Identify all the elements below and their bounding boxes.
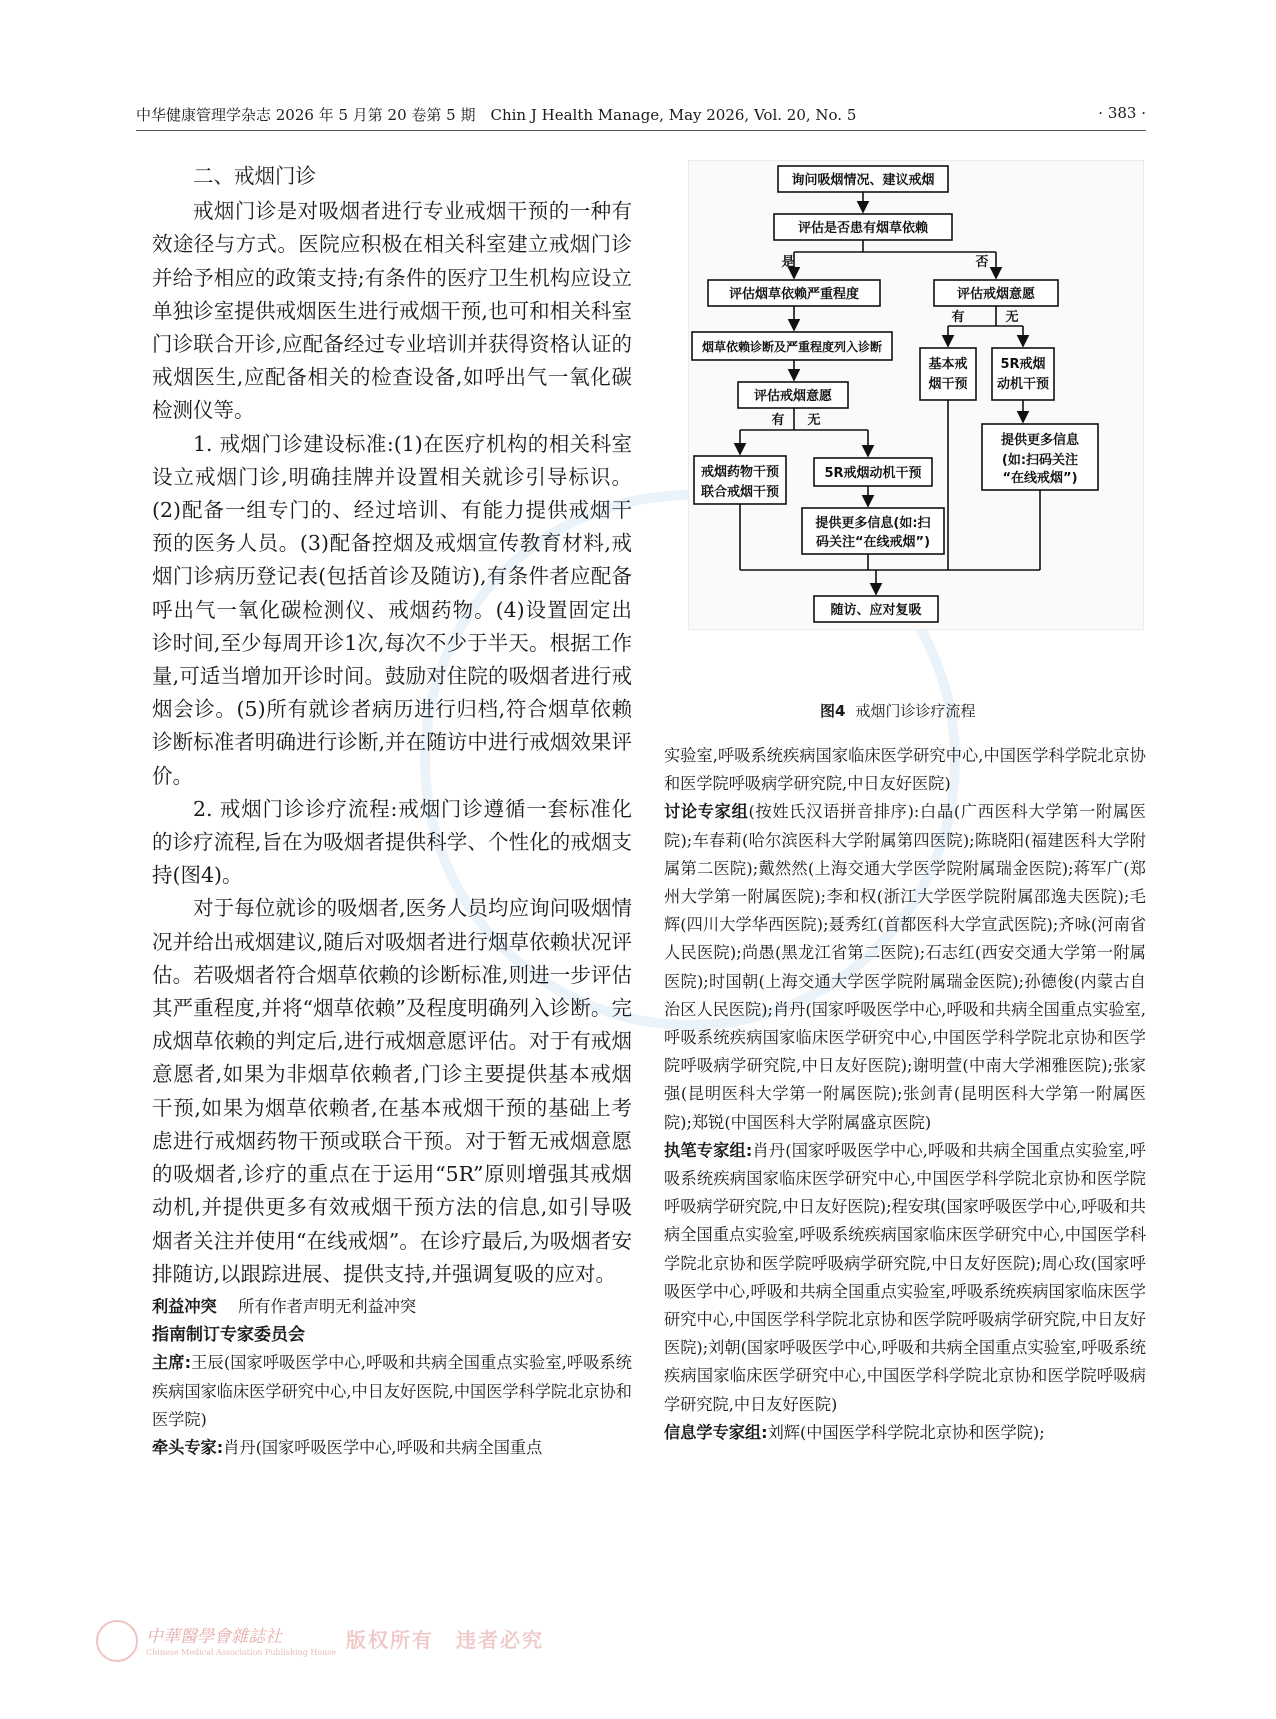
node-diag: 烟草依赖诊断及严重程度列入诊断 (701, 340, 883, 354)
node-more-left-line2: 码关注“在线戒烟”) (815, 535, 931, 550)
section-title: 二、戒烟门诊 (193, 164, 316, 188)
label-have-left: 有 (771, 413, 785, 428)
writing-text: 肖丹(国家呼吸医学中心,呼吸和共病全国重点实验室,呼吸系统疾病国家临床医学研究中心,中国医学科学院北京协和医学院呼吸病学研究院,中日友好医院);程安琪(国家呼吸医学中心,呼吸和共病全国重点实验室,呼吸系统疾病国家临床医学研究中心,中国医学科学院北京协和医学院呼吸病学研究院,中日友好医院);周心玫(国家呼吸医学中心,呼吸和共病全国重点实验室,呼吸系统疾病国家临床医学研究中心,中国医学科学院北京协和医学院呼吸病学研究院,中日友好医院);刘朝(国家呼吸医学中心,呼吸和共病全国重点实验室,呼吸系统疾病国家临床医学研究中心,中国医学科学院北京协和医学院呼吸病学研究院,中日友好医院) (664, 1140, 1146, 1414)
node-severity: 评估烟草依赖严重程度 (728, 287, 860, 302)
node-5r-right-line2: 动机干预 (996, 377, 1050, 392)
flowchart-figure (688, 160, 1144, 690)
node-basic-line1: 基本戒 (928, 357, 968, 372)
writing-group (664, 1137, 1146, 1419)
coi-label: 利益冲突 (152, 1296, 217, 1316)
discussion-label: 讨论专家组 (664, 802, 749, 822)
discussion-text: (按姓氏汉语拼音排序):白晶(广西医科大学第一附属医院);车春莉(哈尔滨医科大学附属第四医院);陈晓阳(福建医科大学附属第二医院);戴然然(上海交通大学医学院附属瑞金医院);蒋军广(郑州大学第一附属医院);李和权(浙江大学医学院附属邵逸夫医院);毛辉(四川大学华西医院);聂秀红(首都医科大学宣武医院);齐咏(河南省人民医院);尚愚(黑龙江省第二医院);石志红(西安交通大学第一附属医院);时国朝(上海交通大学医学院附属瑞金医院);孙德俊(内蒙古自治区人民医院);肖丹(国家呼吸医学中心,呼吸和共病全国重点实验室,呼吸系统疾病国家临床医学研究中心,中国医学科学院北京协和医学院呼吸病学研究院,中日友好医院);谢明萱(中南大学湘雅医院);张家强(昆明医科大学第一附属医院);张剑青(昆明医科大学第一附属医院);郑锐(中国医科大学附属盛京医院) (664, 802, 1146, 1132)
lead-entry-continued: 实验室,呼吸系统疾病国家临床医学研究中心,中国医学科学院北京协和医学院呼吸病学研究院,中日友好医院) (664, 746, 1146, 794)
chair-text: 王辰(国家呼吸医学中心,呼吸和共病全国重点实验室,呼吸系统疾病国家临床医学研究中心,中日友好医院,中国医学科学院北京协和医学院) (152, 1353, 632, 1429)
figure-caption-text: 戒烟门诊诊疗流程 (855, 702, 976, 720)
node-will-left: 评估戒烟意愿 (753, 389, 833, 404)
running-header (136, 104, 1146, 130)
node-follow: 随访、应对复吸 (830, 603, 922, 618)
left-column (152, 160, 632, 1462)
lead-label: 牵头专家: (152, 1437, 224, 1457)
node-5r-right-box (992, 348, 1054, 400)
publisher-footer (96, 1620, 696, 1670)
node-5r-left: 5R戒烟动机干预 (824, 466, 922, 481)
node-basic-box (920, 348, 976, 400)
node-drug-line1: 戒烟药物干预 (700, 465, 780, 480)
node-basic-line2: 烟干预 (928, 377, 968, 392)
figure-caption (820, 700, 975, 721)
node-more-right-line1: 提供更多信息 (1000, 433, 1080, 448)
page-number: · 383 · (1098, 104, 1146, 122)
right-column (664, 742, 1146, 1447)
flowchart-svg (688, 160, 1144, 630)
publisher-logo-icon (96, 1620, 138, 1662)
node-more-right-line2: (如:扫码关注 (1001, 453, 1079, 468)
figure-number: 图4 (820, 702, 846, 720)
node-ask: 询问吸烟情况、建议戒烟 (791, 173, 935, 188)
paragraph-clinic-process: 2. 戒烟门诊诊疗流程:戒烟门诊遵循一套标准化的诊疗流程,旨在为吸烟者提供科学、个性化的戒烟支持(图4)。 (152, 796, 632, 888)
informatics-group (664, 1419, 1146, 1447)
paragraph-clinic-procedure: 对于每位就诊的吸烟者,医务人员均应询问吸烟情况并给出戒烟建议,随后对吸烟者进行烟草依赖状况评估。若吸烟者符合烟草依赖的诊断标准,则进一步评估其严重程度,并将“烟草依赖”及程度明确列入诊断。完成烟草依赖的判定后,进行戒烟意愿评估。对于有戒烟意愿者,如果为非烟草依赖者,门诊主要提供基本戒烟干预,如果为烟草依赖者,在基本戒烟干预的基础上考虑进行戒烟药物干预或联合干预。对于暂无戒烟意愿的吸烟者,诊疗的重点在于运用“5R”原则增强其戒烟动机,并提供更多有效戒烟干预方法的信息,如引导吸烟者关注并使用“在线戒烟”。在诊疗最后,为吸烟者安排随访,以跟踪进展、提供支持,并强调复吸的应对。 (152, 896, 632, 1286)
label-have-right: 有 (951, 310, 965, 325)
copyright-notice: 版权所有 违者必究 (346, 1628, 544, 1652)
paragraph-clinic-intro: 戒烟门诊是对吸烟者进行专业戒烟干预的一种有效途径与方式。医院应积极在相关科室建立戒烟门诊并给予相应的政策支持;有条件的医疗卫生机构应设立单独诊室提供戒烟医生进行戒烟干预,也可和相关科室门诊联合开诊,应配备经过专业培训并获得资格认证的戒烟医生,应配备相关的检查设备,如呼出气一氧化碳检测仪等。 (152, 199, 632, 423)
informatics-label: 信息学专家组: (664, 1422, 768, 1442)
coi-text: 所有作者声明无利益冲突 (238, 1296, 417, 1316)
label-yes: 是 (781, 255, 795, 270)
node-will-right: 评估戒烟意愿 (956, 287, 1036, 302)
header-rule (136, 130, 1146, 131)
conflict-of-interest (152, 1293, 632, 1321)
paragraph-clinic-standards: 1. 戒烟门诊建设标准:(1)在医疗机构的相关科室设立戒烟门诊,明确挂牌并设置相关就诊引导标识。(2)配备一组专门的、经过培训、有能力提供戒烟干预的医务人员。(3)配备控烟及戒烟宣传教育材料,戒烟门诊病历登记表(包括首诊及随访),有条件者应配备呼出气一氧化碳检测仪、戒烟药物。(4)设置固定出诊时间,至少每周开诊1次,每次不少于半天。根据工作量,可适当增加开诊时间。鼓励对住院的吸烟者进行戒烟会诊。(5)所有就诊者病历进行归档,符合烟草依赖诊断标准者明确进行诊断,并在随访中进行戒烟效果评价。 (152, 431, 632, 788)
lead-text: 肖丹(国家呼吸医学中心,呼吸和共病全国重点 (223, 1437, 543, 1457)
publisher-name-cn: 中華醫學會雜誌社 (146, 1627, 282, 1647)
publisher-name-en: Chinese Medical Association Publishing House (146, 1648, 337, 1657)
committee-title: 指南制订专家委员会 (152, 1325, 305, 1346)
lead-entry (152, 1434, 632, 1462)
node-more-right-line3: “在线戒烟”) (1002, 471, 1078, 486)
label-none-right: 无 (1005, 310, 1019, 325)
node-more-left-line1: 提供更多信息(如:扫 (815, 516, 931, 531)
informatics-text: 刘辉(中国医学科学院北京协和医学院); (767, 1422, 1045, 1442)
node-5r-right-line1: 5R戒烟 (1000, 357, 1046, 372)
node-drug-line2: 联合戒烟干预 (700, 485, 780, 500)
node-assess-dep: 评估是否患有烟草依赖 (797, 221, 929, 236)
chair-label: 主席: (152, 1353, 192, 1373)
label-none-left: 无 (807, 413, 821, 428)
discussion-group (664, 798, 1146, 1136)
journal-citation: 中华健康管理学杂志 2026 年 5 月第 20 卷第 5 期 Chin J Health Manage, May 2026, Vol. 20, No. 5 (136, 106, 857, 124)
label-no: 否 (975, 255, 989, 270)
writing-label: 执笔专家组: (664, 1140, 753, 1160)
chair-entry (152, 1349, 632, 1434)
